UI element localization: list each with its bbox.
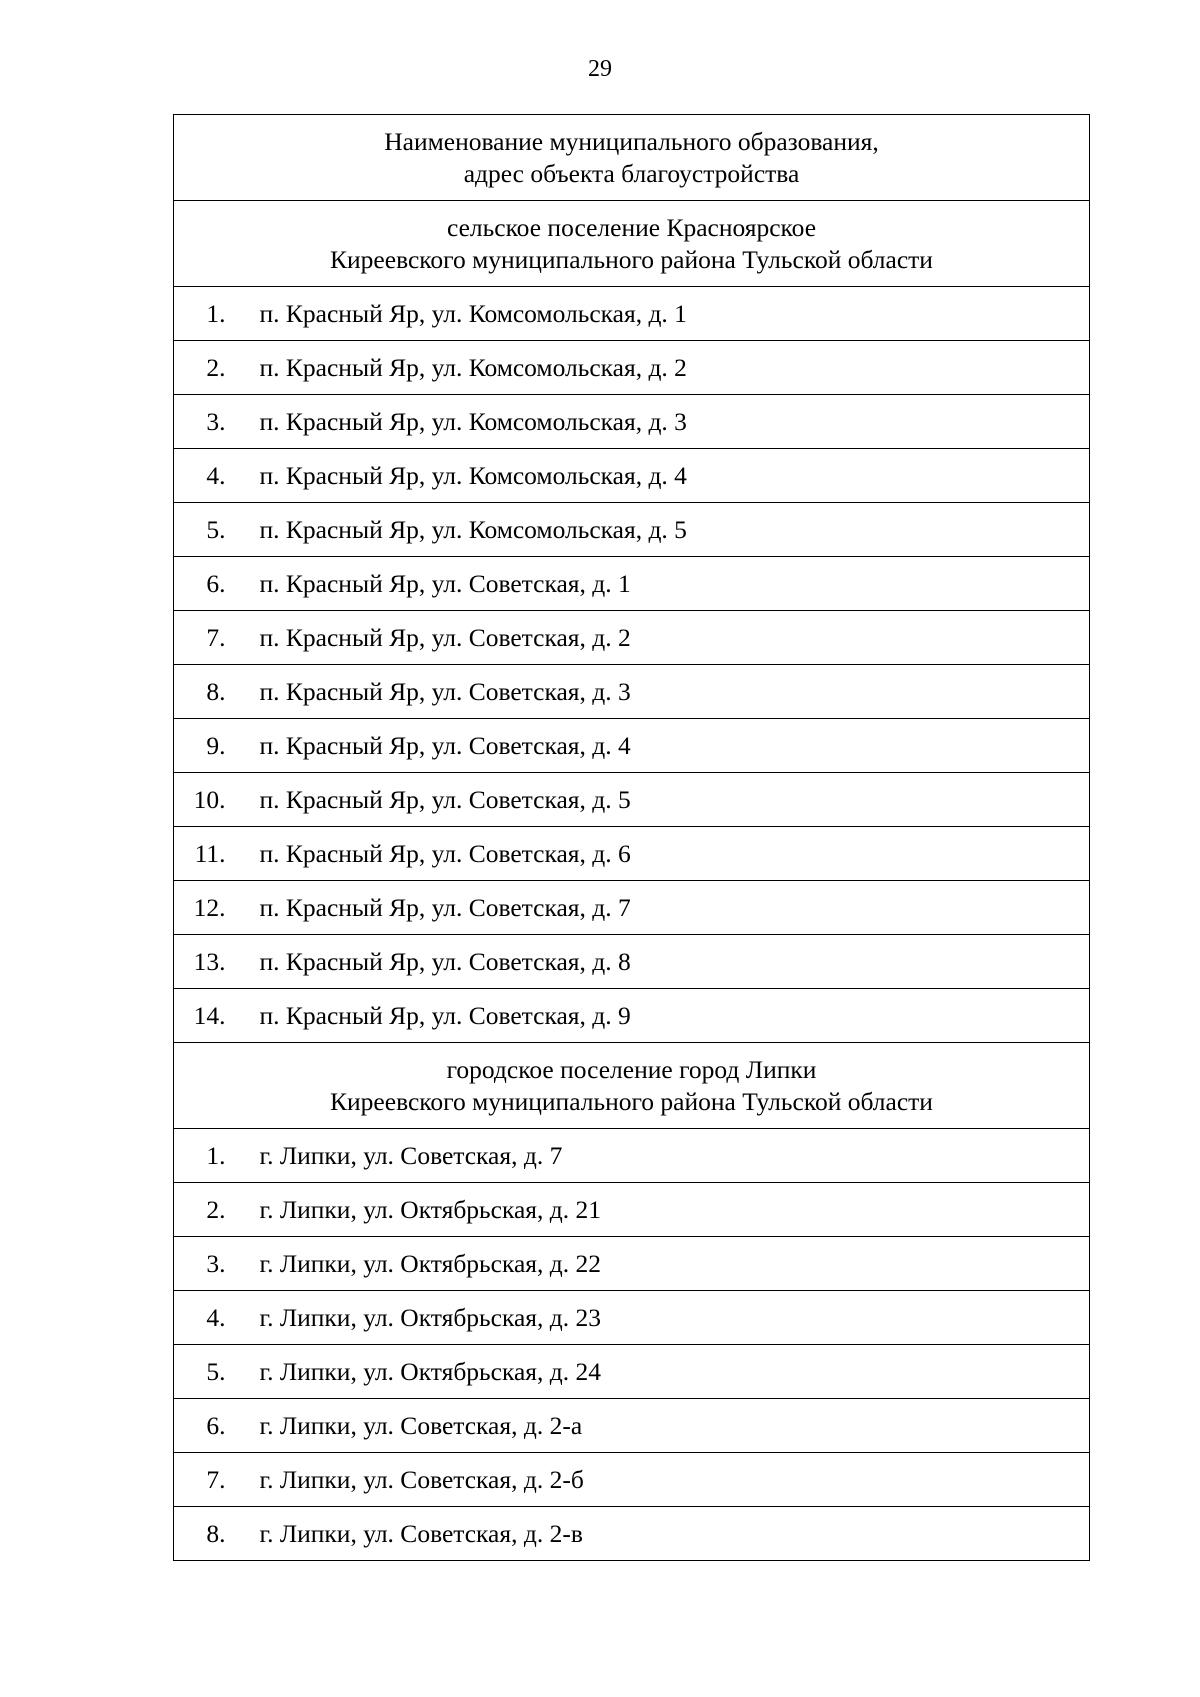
- table-row: [174, 935, 1090, 989]
- row-address-cell: [256, 1291, 1090, 1345]
- section-header-cell: [174, 1043, 1090, 1129]
- row-address: п. Красный Яр, ул. Советская, д. 3: [259, 676, 631, 706]
- row-number: 9.: [206, 730, 226, 760]
- row-address-cell: [256, 557, 1090, 611]
- row-number-cell: [174, 395, 256, 449]
- row-address: п. Красный Яр, ул. Советская, д. 6: [259, 838, 631, 868]
- row-address-cell: [256, 341, 1090, 395]
- table-row: [174, 1507, 1090, 1561]
- row-address-cell: [256, 935, 1090, 989]
- row-address: п. Красный Яр, ул. Советская, д. 4: [259, 730, 631, 760]
- row-number-cell: [174, 1399, 256, 1453]
- row-number-cell: [174, 989, 256, 1043]
- table-row: [174, 449, 1090, 503]
- table-header-cell: [174, 115, 1090, 201]
- section-header-cell: [174, 201, 1090, 287]
- row-number: 8.: [206, 676, 226, 706]
- table-row: [174, 1129, 1090, 1183]
- row-number: 7.: [206, 622, 226, 652]
- table-row: [174, 557, 1090, 611]
- table-header-row: [174, 115, 1090, 201]
- table-header-line-1: Наименование муниципального образования,: [384, 126, 879, 156]
- row-address-cell: [256, 773, 1090, 827]
- section-header-row: [174, 201, 1090, 287]
- row-address-cell: [256, 881, 1090, 935]
- row-number-cell: [174, 827, 256, 881]
- row-address: п. Красный Яр, ул. Комсомольская, д. 3: [259, 406, 687, 436]
- row-number: 7.: [206, 1464, 226, 1494]
- section-title-line-2: Киреевского муниципального района Тульской области: [330, 1086, 933, 1116]
- row-number-cell: [174, 1291, 256, 1345]
- row-address: п. Красный Яр, ул. Комсомольская, д. 5: [259, 514, 687, 544]
- table-row: [174, 341, 1090, 395]
- row-number-cell: [174, 1129, 256, 1183]
- table-row: [174, 1399, 1090, 1453]
- row-number: 2.: [206, 1194, 226, 1224]
- section-title-line-1: сельское поселение Красноярское: [446, 212, 817, 242]
- row-address-cell: [256, 1507, 1090, 1561]
- row-address-cell: [256, 1399, 1090, 1453]
- table-header-line-2: адрес объекта благоустройства: [463, 158, 800, 188]
- row-number: 4.: [206, 460, 226, 490]
- section-title-line-2: Киреевского муниципального района Тульской области: [330, 244, 933, 274]
- row-address: п. Красный Яр, ул. Советская, д. 9: [259, 1000, 631, 1030]
- row-number-cell: [174, 665, 256, 719]
- row-number-cell: [174, 1237, 256, 1291]
- row-address: п. Красный Яр, ул. Советская, д. 7: [259, 892, 631, 922]
- row-address: г. Липки, ул. Советская, д. 2-в: [259, 1518, 583, 1548]
- row-number: 5.: [206, 1356, 226, 1386]
- row-address-cell: [256, 1345, 1090, 1399]
- objects-table-body: [174, 115, 1090, 1561]
- table-row: [174, 395, 1090, 449]
- row-number: 12.: [193, 892, 226, 922]
- table-row: [174, 503, 1090, 557]
- row-address: п. Красный Яр, ул. Советская, д. 2: [259, 622, 631, 652]
- row-address: п. Красный Яр, ул. Комсомольская, д. 1: [259, 298, 687, 328]
- row-address-cell: [256, 827, 1090, 881]
- row-number: 10.: [193, 784, 226, 814]
- table-row: [174, 1453, 1090, 1507]
- table-row: [174, 773, 1090, 827]
- table-row: [174, 989, 1090, 1043]
- table-row: [174, 1183, 1090, 1237]
- table-row: [174, 665, 1090, 719]
- table-row: [174, 1345, 1090, 1399]
- table-row: [174, 1237, 1090, 1291]
- row-address: п. Красный Яр, ул. Комсомольская, д. 2: [259, 352, 687, 382]
- row-address-cell: [256, 989, 1090, 1043]
- row-number-cell: [174, 1183, 256, 1237]
- row-address: п. Красный Яр, ул. Советская, д. 1: [259, 568, 631, 598]
- table-row: [174, 287, 1090, 341]
- row-number-cell: [174, 557, 256, 611]
- row-address: г. Липки, ул. Советская, д. 7: [259, 1140, 563, 1170]
- row-address: п. Красный Яр, ул. Советская, д. 5: [259, 784, 631, 814]
- row-number: 1.: [206, 1140, 226, 1170]
- row-number-cell: [174, 341, 256, 395]
- row-address: г. Липки, ул. Октябрьская, д. 21: [259, 1194, 602, 1224]
- row-address: п. Красный Яр, ул. Комсомольская, д. 4: [259, 460, 687, 490]
- row-address-cell: [256, 1237, 1090, 1291]
- row-address-cell: [256, 1183, 1090, 1237]
- row-number-cell: [174, 719, 256, 773]
- row-number-cell: [174, 287, 256, 341]
- row-address-cell: [256, 665, 1090, 719]
- row-number: 4.: [206, 1302, 226, 1332]
- row-address: г. Липки, ул. Советская, д. 2-а: [259, 1410, 583, 1440]
- row-number: 1.: [206, 298, 226, 328]
- row-address-cell: [256, 449, 1090, 503]
- row-number: 6.: [206, 1410, 226, 1440]
- row-number-cell: [174, 881, 256, 935]
- row-address: г. Липки, ул. Октябрьская, д. 22: [259, 1248, 602, 1278]
- row-number: 3.: [206, 1248, 226, 1278]
- row-number-cell: [174, 1453, 256, 1507]
- page-number: 29: [588, 56, 612, 82]
- row-address: г. Липки, ул. Советская, д. 2-б: [259, 1464, 584, 1494]
- row-number: 8.: [206, 1518, 226, 1548]
- row-address-cell: [256, 503, 1090, 557]
- row-number: 3.: [206, 406, 226, 436]
- section-header-row: [174, 1043, 1090, 1129]
- row-number-cell: [174, 503, 256, 557]
- table-row: [174, 827, 1090, 881]
- row-number: 11.: [194, 838, 226, 868]
- row-number-cell: [174, 449, 256, 503]
- table-row: [174, 719, 1090, 773]
- row-number: 6.: [206, 568, 226, 598]
- row-address: г. Липки, ул. Октябрьская, д. 23: [259, 1302, 602, 1332]
- section-title-line-1: городское поселение город Липки: [446, 1054, 817, 1084]
- objects-table: [173, 114, 1090, 1561]
- row-number-cell: [174, 611, 256, 665]
- row-number: 13.: [193, 946, 226, 976]
- row-address-cell: [256, 1129, 1090, 1183]
- row-address: п. Красный Яр, ул. Советская, д. 8: [259, 946, 631, 976]
- row-number: 5.: [206, 514, 226, 544]
- row-number-cell: [174, 1345, 256, 1399]
- row-address-cell: [256, 287, 1090, 341]
- row-address-cell: [256, 1453, 1090, 1507]
- row-address-cell: [256, 395, 1090, 449]
- row-number-cell: [174, 773, 256, 827]
- table-row: [174, 1291, 1090, 1345]
- row-number: 2.: [206, 352, 226, 382]
- row-number-cell: [174, 1507, 256, 1561]
- table-row: [174, 881, 1090, 935]
- row-number: 14.: [193, 1000, 226, 1030]
- row-address-cell: [256, 611, 1090, 665]
- row-number-cell: [174, 935, 256, 989]
- row-address: г. Липки, ул. Октябрьская, д. 24: [259, 1356, 602, 1386]
- row-address-cell: [256, 719, 1090, 773]
- table-row: [174, 611, 1090, 665]
